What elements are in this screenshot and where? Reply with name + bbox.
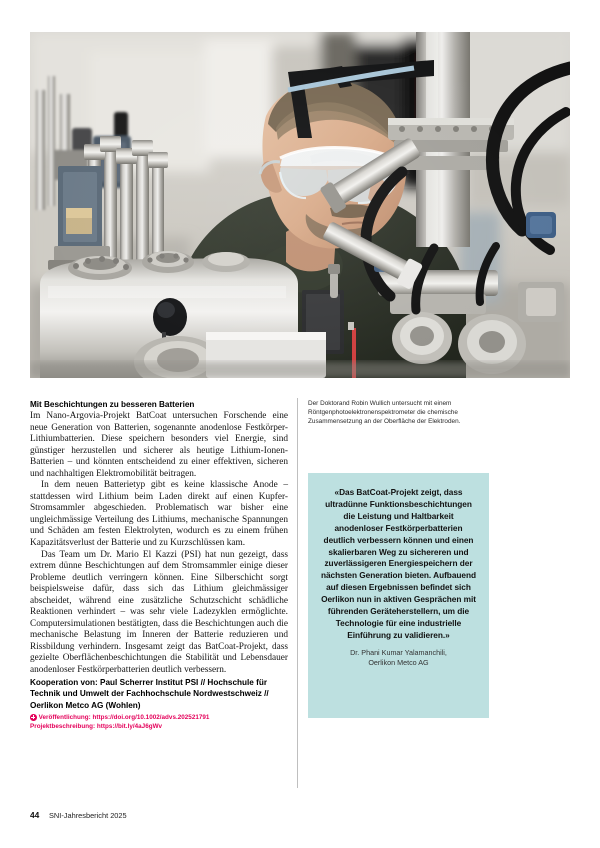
project-description-link[interactable] (30, 722, 288, 732)
article-links (30, 713, 288, 732)
page-number: 44 (30, 810, 40, 820)
article-paragraph-2: In dem neuen Batterietyp gibt es keine klassische Anode – stattdessen wird Lithium beim Laden direkt auf einen Kupfer-Stromsammler abgeschieden. Problematisch war bisher eine ungleichmässige Verteilung des Lithiums, mechanische Spannungen und Schäden am festen Elektrolyten, wodurch es zu einem frühen Kapazitätsverlust der Batterie und zu Kurzschlüssen kam. (30, 480, 288, 549)
article-paragraph-3: Das Team um Dr. Mario El Kazzi (PSI) hat nun gezeigt, dass extrem dünne Beschichtungen auf dem Stromsammler einige dieser Probleme deutlich verringern können. Eine Silberschicht sorgt beispielsweise dafür, dass sich das Lithium gleichmässiger abscheidet, während eine zusätzliche Schutzschicht schädliche Reaktionen verhindert – was sehr viele Ladezyklen ermöglichte. Computersimulationen bestätigten, dass die Beschichtungen auch die mechanische Belastung im Inneren der Batterie reduzieren und Rissbildung verhindern. Insgesamt zeigt das BatCoat-Projekt, dass gezielte Oberflächenbeschichtungen die Stabilität und Lebensdauer anodenloser Festkörperbatterien deutlich verbessern. (30, 549, 288, 676)
pull-quote-text: «Das BatCoat-Projekt zeigt, dass ultradünne Funktionsbeschichtungen die Leistung und Haltbarkeit anodenloser Festkörperbatterien deutlich verbessern können und einen skalierbaren Weg zu sichereren und zuverlässigeren Energiespeichern der nächsten Generation bieten. Aufbauend auf diesen Ergebnissen befindet sich Oerlikon nun in aktiven Gesprächen mit führenden Geräteherstellern, um die Technologie für eine industrielle Einführung zu validieren.» (320, 487, 477, 640)
article-body-column (30, 399, 288, 732)
pull-quote-attribution (319, 648, 478, 668)
column-divider (297, 398, 298, 788)
photo-caption: Der Doktorand Robin Wullich untersucht mit einem Röntgenphotoelektronenspektrometer die chemische Zusammensetzung an der Oberfläche der Elektroden. (308, 400, 461, 426)
pull-quote-attribution-name: Dr. Phani Kumar Yalamanchili, (350, 647, 447, 657)
footer-publication-title: SNI-Jahresbericht 2025 (49, 811, 127, 820)
cooperation-partners: Kooperation von: Paul Scherrer Institut PSI // Hochschule für Technik und Umwelt der Fachhochschule Nordwestschweiz // Oerlikon Metco AG (Wohlen) (30, 677, 269, 710)
pull-quote-box (308, 473, 489, 718)
photo-illustration (30, 32, 570, 378)
article-photo (30, 32, 570, 378)
project-description-link-label: Projektbeschreibung: https://bit.ly/4aJ6gWv (30, 723, 163, 731)
page-footer (30, 810, 127, 820)
article-paragraph-1: Im Nano-Argovia-Projekt BatCoat untersuchen Forschende eine neue Generation von Batterien, sogenannte anodenlose Festkörper-Lithiumbatterien. Diese speichern besonders viel Energie, sind günstiger herzustellen und sicherer als heutige Lithium-Ionen-Batterien – und könnten entscheidend zu einer effektiven, sicheren und nachhaltigen Elektromobilität beitragen. (30, 411, 288, 479)
sidebar-column (308, 399, 508, 426)
article-headline: Mit Beschichtungen zu besseren Batterien (30, 400, 195, 409)
publication-link-label: Veröffentlichung: https://doi.org/10.1002/advs.202521791 (38, 713, 210, 721)
pull-quote-attribution-org: Oerlikon Metco AG (368, 657, 429, 667)
publication-link[interactable] (30, 713, 288, 723)
plus-circle-icon (30, 714, 37, 721)
